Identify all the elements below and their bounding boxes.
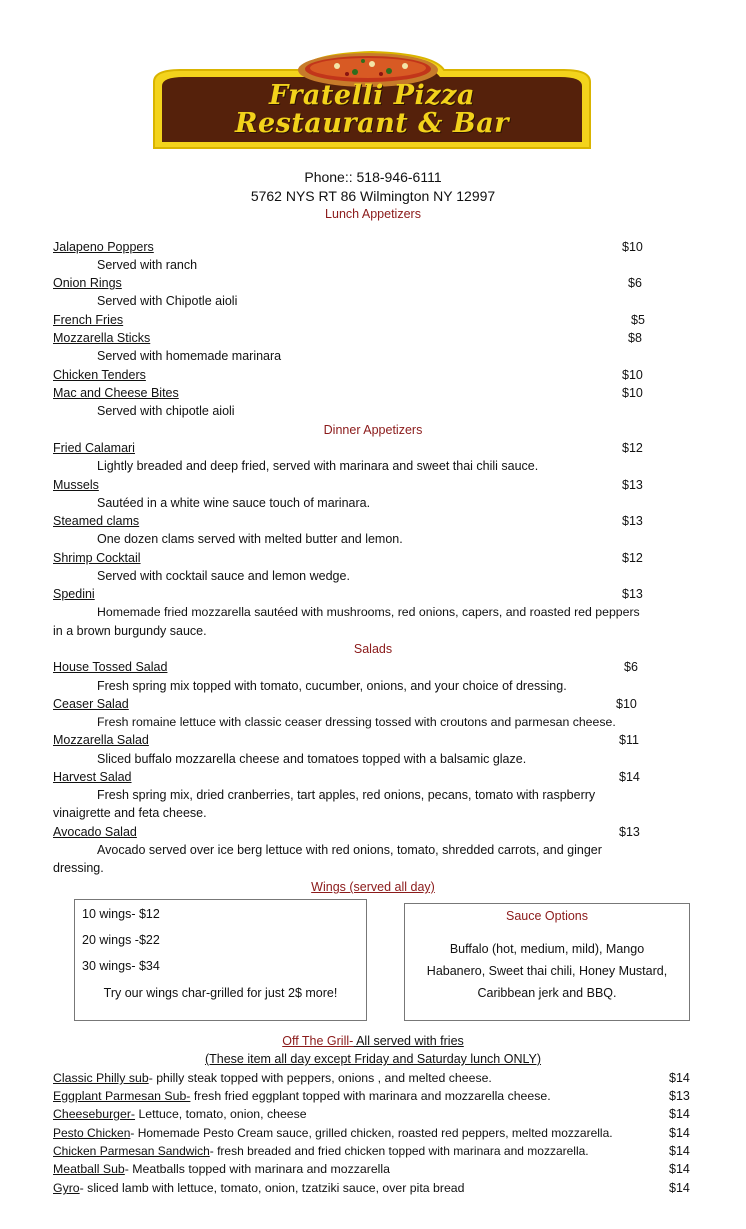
- lunch-heading: Lunch Appetizers: [325, 207, 421, 221]
- dinner-heading: Dinner Appetizers: [323, 423, 423, 437]
- menu-item-name: Onion Rings: [53, 276, 122, 290]
- grill-heading-suffix: All served with fries: [353, 1034, 464, 1048]
- grill-item-price: $13: [669, 1089, 690, 1103]
- menu-item-desc: Served with ranch: [97, 258, 198, 272]
- wings-heading: Wings (served all day): [311, 880, 435, 894]
- menu-item-price: $13: [622, 514, 643, 528]
- menu-item-price: $13: [622, 478, 643, 492]
- menu-item-price: $13: [622, 587, 643, 601]
- menu-item-name: Mozzarella Salad: [53, 733, 149, 747]
- grill-item: [53, 1126, 613, 1140]
- sauce-box: [404, 903, 690, 1021]
- menu-item-desc: Served with homemade marinara: [97, 349, 282, 363]
- menu-item-desc-cont: dressing.: [53, 861, 104, 875]
- menu-item-name: Fried Calamari: [53, 441, 135, 455]
- menu-item-price: $11: [619, 733, 639, 747]
- menu-item-price: $5: [631, 313, 645, 327]
- grill-item-price: $14: [669, 1162, 690, 1176]
- grill-item-desc: - Meatballs topped with marinara and mozzarella: [124, 1162, 390, 1176]
- grill-item: [53, 1089, 551, 1103]
- menu-item-name: Shrimp Cocktail: [53, 551, 141, 565]
- sauce-line: Habanero, Sweet thai chili, Honey Mustard,: [426, 964, 668, 978]
- menu-item-desc: Sautéed in a white wine sauce touch of marinara.: [97, 496, 371, 510]
- logo-line-2: Restaurant & Bar: [235, 108, 509, 139]
- grill-item-desc: Lettuce, tomato, onion, cheese: [135, 1107, 307, 1121]
- grill-item-name: Classic Philly sub: [53, 1071, 149, 1085]
- menu-item-name: Chicken Tenders: [53, 368, 146, 382]
- menu-item-price: $10: [622, 386, 643, 400]
- menu-item-desc: Fresh romaine lettuce with classic ceaser dressing tossed with croutons and parmesan cheese.: [97, 715, 616, 729]
- wings-option: 30 wings- $34: [82, 959, 160, 973]
- wings-note: Try our wings char-grilled for just 2$ more!: [103, 986, 338, 1000]
- grill-item-name: Eggplant Parmesan Sub-: [53, 1089, 191, 1103]
- sauce-heading: Sauce Options: [506, 909, 588, 923]
- grill-subheading: (These item all day except Friday and Saturday lunch ONLY): [204, 1052, 542, 1066]
- menu-item-name: House Tossed Salad: [53, 660, 168, 674]
- menu-item-price: $10: [616, 697, 637, 711]
- menu-item-price: $13: [619, 825, 640, 839]
- menu-item-name: Avocado Salad: [53, 825, 137, 839]
- grill-item: [53, 1107, 307, 1121]
- menu-item-price: $8: [628, 331, 642, 345]
- menu-item-desc: Served with chipotle aioli: [97, 404, 235, 418]
- menu-item-name: French Fries: [53, 313, 124, 327]
- restaurant-logo: [150, 48, 594, 152]
- grill-item-price: $14: [669, 1071, 690, 1085]
- menu-item-name: Mozzarella Sticks: [53, 331, 151, 345]
- grill-heading-title: Off The Grill-: [282, 1034, 354, 1048]
- sauce-line: Caribbean jerk and BBQ.: [477, 986, 617, 1000]
- grill-item-name: Meatball Sub: [53, 1162, 125, 1176]
- menu-item-price: $12: [622, 441, 643, 455]
- logo-line-1: Fratelli Pizza: [269, 80, 475, 111]
- grill-item: [53, 1071, 492, 1085]
- grill-item-price: $14: [669, 1144, 690, 1158]
- menu-item-price: $10: [622, 240, 643, 254]
- menu-item-name: Harvest Salad: [53, 770, 132, 784]
- grill-item: [53, 1162, 390, 1176]
- salads-heading: Salads: [353, 642, 393, 656]
- grill-item-desc: fresh fried eggplant topped with marinara and mozzarella cheese.: [190, 1089, 551, 1103]
- grill-item-name: Pesto Chicken: [53, 1126, 131, 1140]
- menu-item-price: $14: [619, 770, 640, 784]
- grill-item-name: Gyro: [53, 1181, 80, 1195]
- grill-heading: [0, 1034, 746, 1048]
- sauce-line: Buffalo (hot, medium, mild), Mango: [449, 942, 645, 956]
- grill-item-name: Cheeseburger-: [53, 1107, 136, 1121]
- grill-item-name: Chicken Parmesan Sandwich: [53, 1144, 210, 1158]
- menu-item-desc-cont: vinaigrette and feta cheese.: [53, 806, 207, 820]
- menu-item-price: $6: [628, 276, 642, 290]
- menu-item-desc: Served with Chipotle aioli: [97, 294, 238, 308]
- menu-item-desc: Served with cocktail sauce and lemon wedge.: [97, 569, 350, 583]
- grill-item-price: $14: [669, 1126, 690, 1140]
- phone-number: Phone:: 518-946-6111: [304, 169, 442, 185]
- menu-item-desc-cont: in a brown burgundy sauce.: [53, 624, 207, 638]
- grill-item-desc: - philly steak topped with peppers, onions , and melted cheese.: [148, 1071, 492, 1085]
- menu-item-desc: Homemade fried mozzarella sautéed with mushrooms, red onions, capers, and roasted red peppers: [97, 605, 640, 619]
- menu-item-desc: Lightly breaded and deep fried, served with marinara and sweet thai chili sauce.: [97, 459, 539, 473]
- grill-item: [53, 1144, 589, 1158]
- menu-item-desc: Fresh spring mix topped with tomato, cucumber, onions, and your choice of dressing.: [97, 679, 567, 693]
- wings-option: 20 wings -$22: [82, 933, 160, 947]
- grill-item-desc: - sliced lamb with lettuce, tomato, onion, tzatziki sauce, over pita bread: [79, 1181, 465, 1195]
- menu-item-desc: One dozen clams served with melted butter and lemon.: [97, 532, 403, 546]
- menu-item-price: $6: [624, 660, 638, 674]
- menu-item-name: Mac and Cheese Bites: [53, 386, 179, 400]
- address: 5762 NYS RT 86 Wilmington NY 12997: [250, 188, 496, 204]
- grill-item-desc: - Homemade Pesto Cream sauce, grilled chicken, roasted red peppers, melted mozzarella.: [130, 1126, 613, 1140]
- menu-item-price: $10: [622, 368, 643, 382]
- wings-box: [74, 899, 367, 1021]
- menu-item-name: Steamed clams: [53, 514, 140, 528]
- menu-item-name: Spedini: [53, 587, 95, 601]
- menu-item-price: $12: [622, 551, 643, 565]
- menu-item-desc: Avocado served over ice berg lettuce with red onions, tomato, shredded carrots, and ginger: [97, 843, 602, 857]
- menu-item-name: Jalapeno Poppers: [53, 240, 154, 254]
- grill-item-desc: - fresh breaded and fried chicken topped with marinara and mozzarella.: [209, 1144, 589, 1158]
- menu-item-name: Ceaser Salad: [53, 697, 129, 711]
- menu-item-desc: Sliced buffalo mozzarella cheese and tomatoes topped with a balsamic glaze.: [97, 752, 527, 766]
- menu-item-name: Mussels: [53, 478, 99, 492]
- grill-item-price: $14: [669, 1107, 690, 1121]
- wings-option: 10 wings- $12: [82, 907, 160, 921]
- grill-item-price: $14: [669, 1181, 690, 1195]
- grill-item: [53, 1181, 464, 1195]
- menu-item-desc: Fresh spring mix, dried cranberries, tart apples, red onions, pecans, tomato with raspberry: [97, 788, 596, 802]
